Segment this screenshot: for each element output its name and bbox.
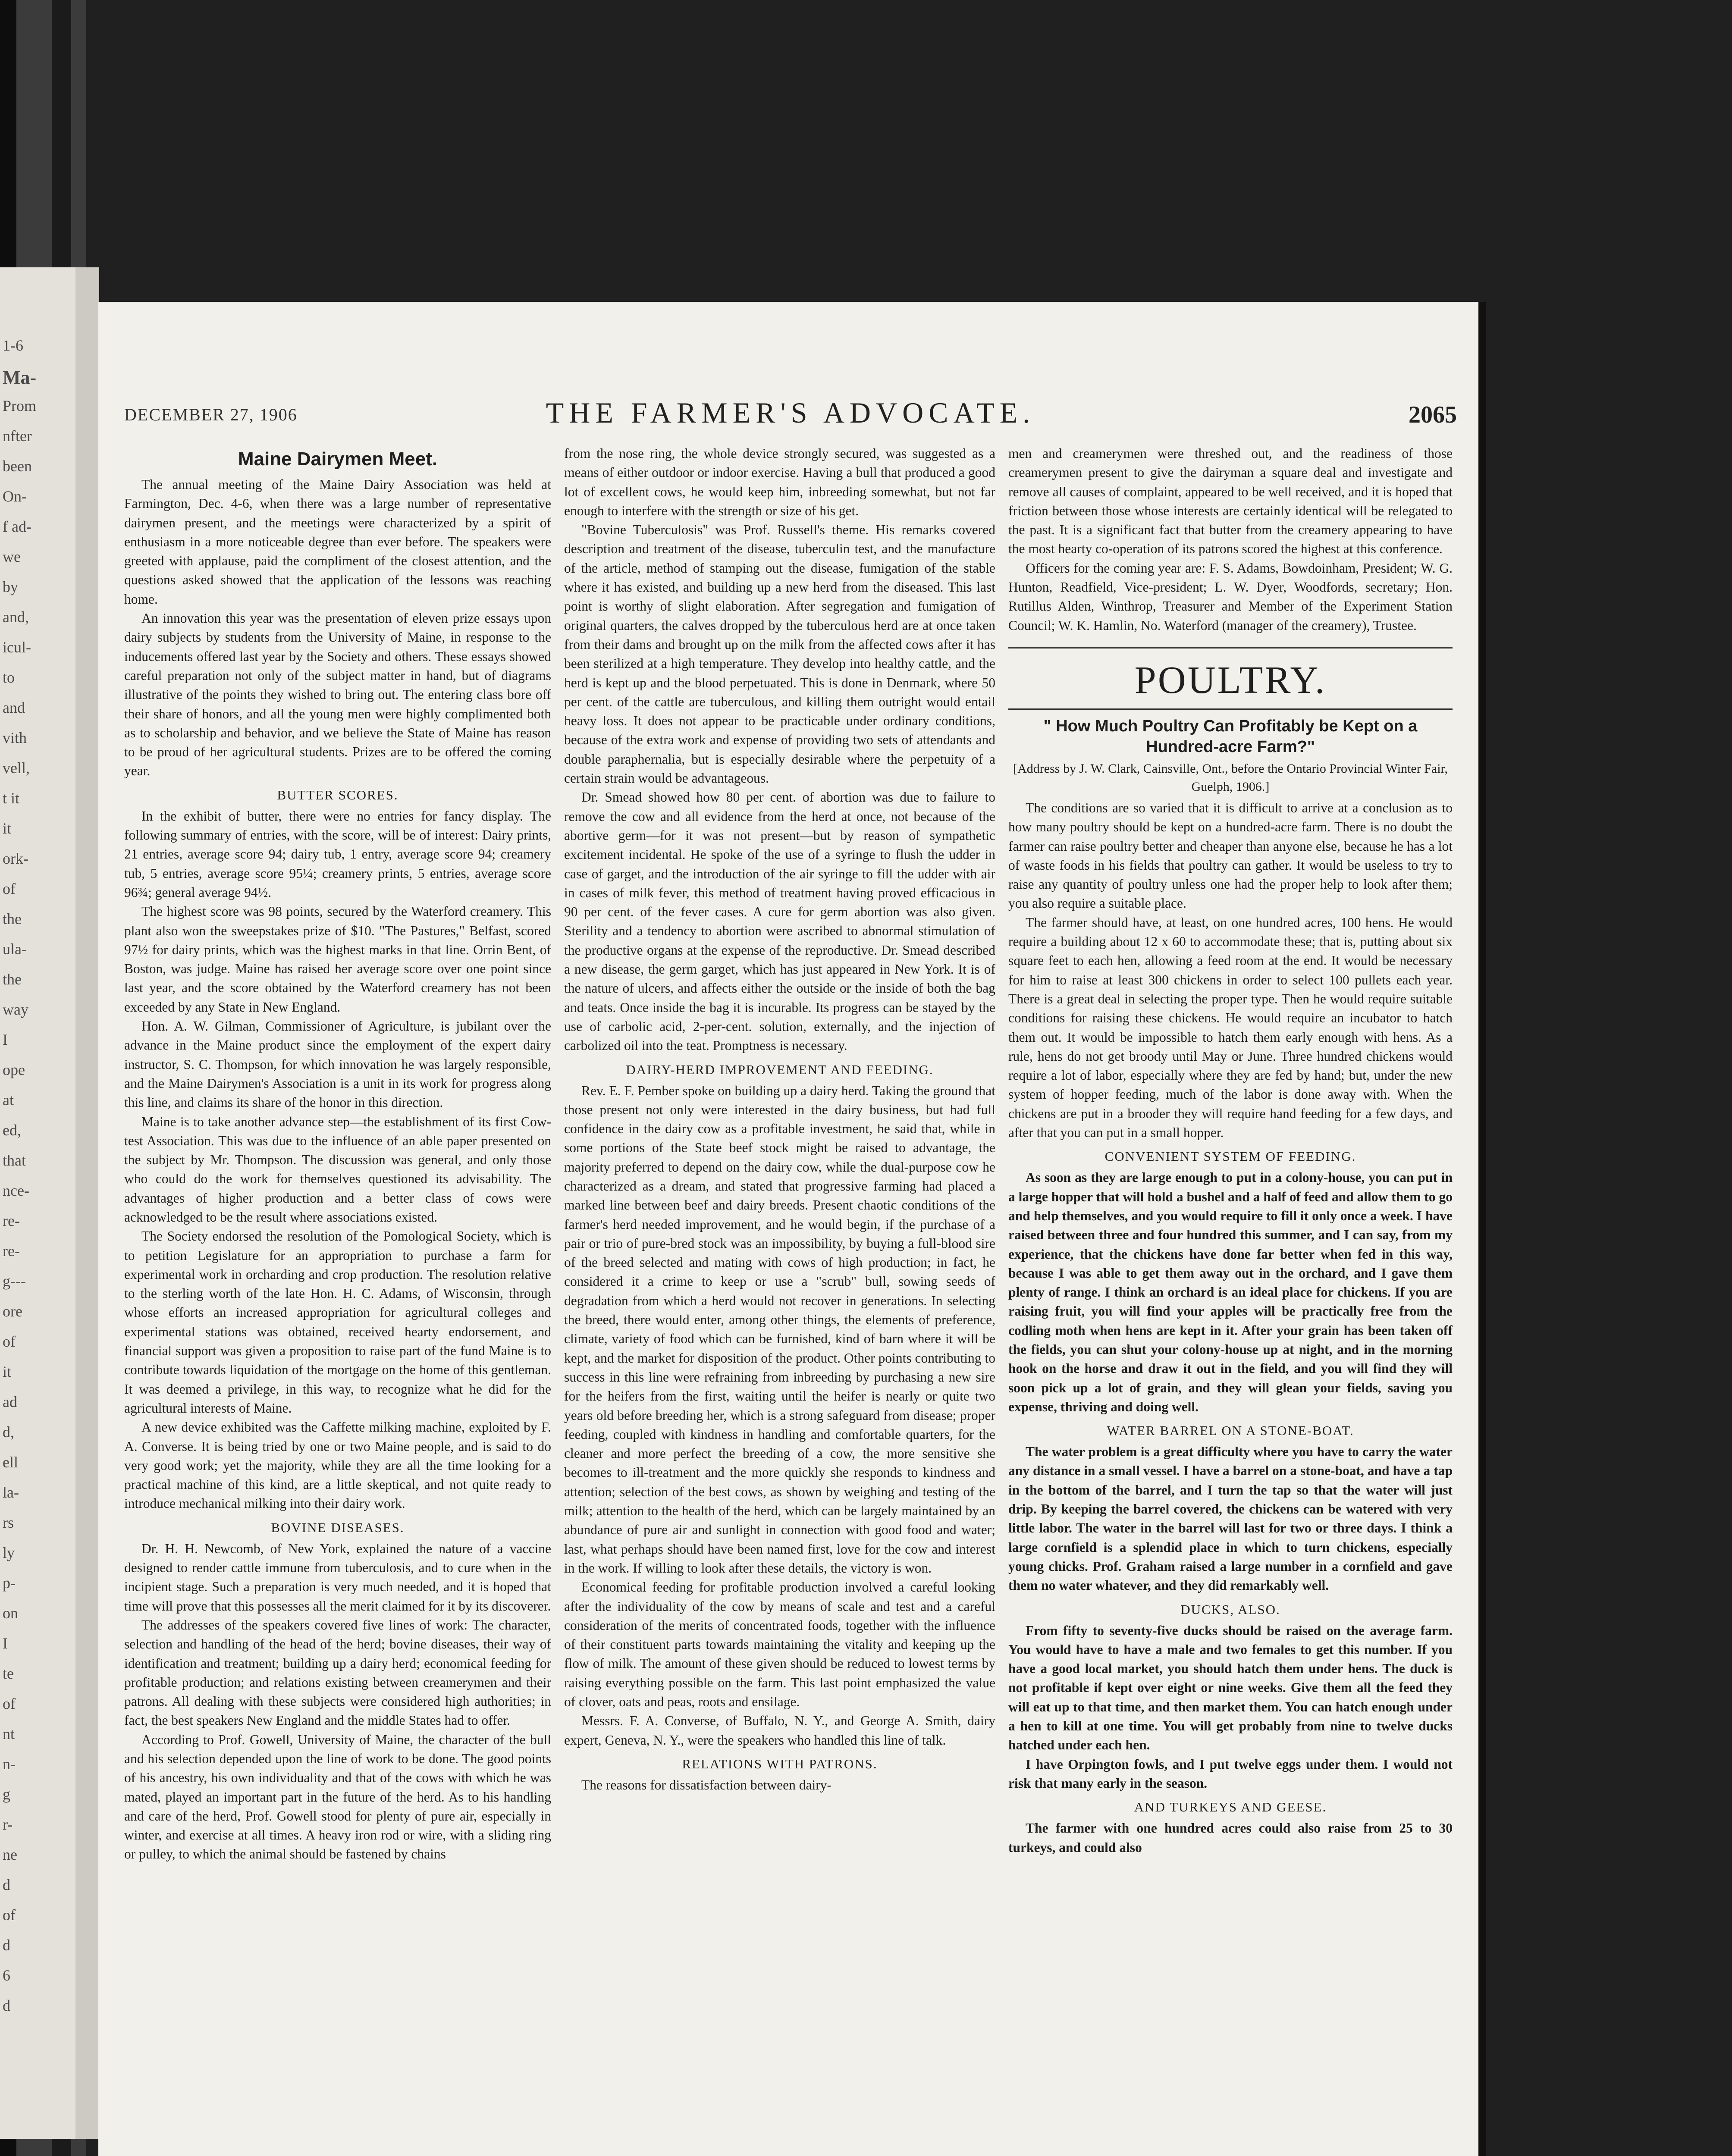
paragraph: A new device exhibited was the Caffette milking machine, exploited by F. A. Converse. It is being tried by one or two Maine people, and is said to do very good work; yet the majority, while they are all the time looking for a practical machine of this kind, are a little skeptical, and not quite ready to introduce mechanical milking into their dairy work.: [124, 1420, 551, 1511]
facing-page-text: d,: [3, 1423, 14, 1441]
facing-page-fragment: [0, 267, 77, 2139]
facing-page-text: it: [3, 1363, 12, 1380]
facing-page-text: at: [3, 1091, 14, 1109]
paragraph: The farmer should have, at least, on one hundred acres, 100 hens. He would require a building about 12 x 60 to accommodate these; that is, putting about six square feet to each hen, allowing a feed room at the end. It would be necessary for him to raise at least 300 chickens in order to select 100 pullets each year. There is a great deal in selecting the proper type. Then he would require suitable conditions for raising these chickens. He would require an incubator to hatch them out. It would be impossible to hatch them early enough with hens. As a rule, hens do not get broody until May or June. Three hundred chickens would require a lot of labor, especially where they are fed by hand; but, under the new system of hopper feeding, much of the labor is done away with. When the chickens are put in a brooder they will require hand feeding for a few days, and after that you can put in a small hopper.: [1008, 915, 1453, 1141]
facing-page-text: the: [3, 971, 22, 988]
facing-page-text: la-: [3, 1484, 19, 1501]
paragraph: The conditions are so varied that it is difficult to arrive at a conclusion as to how many poultry should be kept on a hundred-acre farm. There is no doubt the farmer can raise poultry better and cheaper than anyone else, because he has a lot of waste foods in his fields that poultry can gather. It would be useless to try to raise any quantity of poultry unless one had the proper help to look after them; you also require a suitable place.: [1008, 800, 1453, 911]
paragraph: An innovation this year was the presentation of eleven prize essays upon dairy subjects by students from the University of Maine, in response to the inducements offered last year by the Society and others. These essays showed careful preparation not only of the subject matter in hand, but of diagrams illustrative of the points they wished to bring out. The entering class bore off their share of honors, and all the young men were highly complimented both as to scholarship and behavior, and we believe the State of Maine has reason to be proud of her agricultural students. Prizes are to be offered the coming year.: [124, 611, 551, 779]
paragraph: from the nose ring, the whole device strongly secured, was suggested as a means of either outdoor or indoor exercise. Having a bull that produced a good lot of excellent cows, he would keep him, inbreeding somewhat, but not far enough to interfere with the strength or size of his get.: [564, 446, 995, 518]
facing-page-text: vell,: [3, 759, 30, 777]
facing-page-text: of: [3, 1906, 16, 1924]
facing-page-text: re-: [3, 1212, 20, 1229]
newspaper-page: [98, 302, 1478, 2156]
issue-date: DECEMBER 27, 1906: [124, 405, 298, 424]
facing-page-text: been: [3, 458, 32, 475]
facing-page-text: g---: [3, 1272, 26, 1290]
article-title: Maine Dairymen Meet.: [238, 448, 438, 470]
section-heading: BUTTER SCORES.: [277, 787, 398, 802]
column-3: [1008, 444, 1453, 2048]
facing-page-text: r-: [3, 1816, 13, 1833]
facing-page-text: vith: [3, 729, 27, 746]
masthead: THE FARMER'S ADVOCATE.: [546, 396, 1035, 429]
facing-page-text: n-: [3, 1755, 16, 1773]
facing-page-text: Ma-: [3, 367, 37, 388]
facing-page-text: ed,: [3, 1122, 21, 1139]
article-title: " How Much Poultry Can Profitably be Kept on a Hundred-acre Farm?": [1043, 717, 1418, 756]
section-heading: AND TURKEYS AND GEESE.: [1134, 1799, 1327, 1815]
facing-page-text: ad: [3, 1393, 17, 1410]
column-2: [564, 444, 995, 2156]
facing-page-text: of: [3, 1333, 16, 1350]
facing-page-text: the: [3, 910, 22, 928]
paragraph: Hon. A. W. Gilman, Commissioner of Agriculture, is jubilant over the advance in the Maine product since the employment of the expert dairy instructor, S. C. Thompson, for which innovation he was largely responsible, and the Maine Dairymen's Association is a unit in its work for progress along this line, and claims its share of the honor in this direction.: [124, 1018, 551, 1110]
paragraph: Dr. Smead showed how 80 per cent. of abortion was due to failure to remove the cow and all evidence from the herd at once, not because of the abortive germ—for it was not present—but by reason of sympathetic excitement incidental. He spoke of the use of a syringe to flush the udder in case of garget, and the introduction of the air syringe to fill the udder with air in cases of milk fever, this method of treatment having proved efficacious in 90 per cent. of the fever cases. A cure for germ abortion was also given. Sterility and a tendency to abortion were ascribed to abnormal stimulation of the productive organs at the expense of the reproductive. Dr. Smead described a new disease, the germ garget, which has just appeared in New York. It is of the nature of ulcers, and affects either the outside or the inside of both the bag and teats. Once inside the bag it is incurable. Its progress can be stayed by the use of carbolic acid, 2-per-cent. solution, externally, and the injection of carbolized oil into the teat. Promptness is necessary.: [564, 790, 995, 1053]
facing-page-text: it: [3, 820, 12, 837]
paragraph: I have Orpington fowls, and I put twelve eggs under them. I would not risk that many early in the season.: [1008, 1756, 1453, 1791]
section-heading: CONVENIENT SYSTEM OF FEEDING.: [1104, 1149, 1356, 1164]
facing-page-text: ly: [3, 1544, 15, 1561]
divider: [1008, 647, 1453, 649]
facing-page-text: d: [3, 1937, 10, 1954]
facing-page-text: re-: [3, 1242, 20, 1260]
paragraph: men and creamerymen were threshed out, and the readiness of those creamerymen present to give the dairyman a square deal and investigate and remove all causes of complaint, appeared to be well received, and it is hoped that friction between those whose interests are certainly identical will be relegated to the past. It is a significant fact that butter from the creamery appearing to have the most hearty co-operation of its patrons scored the highest at this conference.: [1008, 446, 1453, 557]
facing-page-text: t it: [3, 790, 20, 807]
facing-page-text: ula-: [3, 940, 27, 958]
facing-page-text: f ad-: [3, 518, 31, 535]
paragraph: According to Prof. Gowell, University of Maine, the character of the bull and his selection depended upon the line of work to be done. The good points of his ancestry, his own individuality and that of the cows with which he was mated, played an important part in the future of the herd. As to his handling and care of the herd, Prof. Gowell stood for plenty of pure air, especially in winter, and exercise at all times. A heavy iron rod or wire, with a sliding ring or pulley, to which the animal should be fastened by chains: [124, 1732, 551, 1862]
paragraph: Messrs. F. A. Converse, of Buffalo, N. Y., and George A. Smith, dairy expert, Geneva, N. Y., were the speakers who handled this line of talk.: [564, 1713, 995, 1748]
divider: [1008, 708, 1453, 710]
facing-page-text: of: [3, 1695, 16, 1712]
page-header: [124, 392, 1457, 444]
facing-page-text: p-: [3, 1574, 16, 1592]
paragraph: "Bovine Tuberculosis" was Prof. Russell's theme. His remarks covered description and treatment of the disease, tuberculin test, and the manufacture of the article, method of stamping out the disease, fumigation of the stable where it has existed, and building up a new herd from the diseased. This last point is worthy of slight elaboration. After segregation and fumigation of original quarters, the calves dropped by the tuberculous herd are at once taken from their dams and brought up on the milk from the affected cows after it has been sterilized at a high temperature. They develop into healthy cattle, and the herd is kept up and the blood perpetuated. This is done in Denmark, where 50 per cent. of the cattle are tuberculous, and killing them outright would entail heavy loss. It does not appear to be practicable under ordinary conditions, because of the extra work and expense of providing two sets of attendants and double paraphernalia, but is especially desirable where the perpetuity of a certain strain would be advantageous.: [564, 522, 995, 786]
facing-page-text: g: [3, 1786, 10, 1803]
facing-page-text: d: [3, 1876, 10, 1893]
facing-page-text: nfter: [3, 427, 32, 445]
department-heading: POULTRY.: [1134, 658, 1327, 702]
facing-page-text: and,: [3, 608, 29, 626]
facing-page-text: te: [3, 1665, 14, 1682]
facing-page-text: ork-: [3, 850, 28, 867]
facing-page-text: ne: [3, 1846, 17, 1863]
section-heading: RELATIONS WITH PATRONS.: [682, 1756, 878, 1771]
section-heading: BOVINE DISEASES.: [271, 1520, 405, 1535]
paragraph: Officers for the coming year are: F. S. Adams, Bowdoinham, President; W. G. Hunton, Readfield, Vice-president; L. W. Dyer, Woodfords, secretary; Hon. Rutillus Alden, Winthrop, Treasurer and Member of the Experiment Station Council; W. K. Hamlin, No. Waterford (manager of the creamery), Trustee.: [1008, 560, 1453, 633]
facing-page-text: nt: [3, 1725, 15, 1742]
facing-page-text: of: [3, 880, 16, 897]
paragraph: Dr. H. H. Newcomb, of New York, explained the nature of a vaccine designed to render cattle immune from tuberculosis, and to cure when in the incipient stage. Such a preparation is very much needed, and it is hoped that time will prove that this possesses all the merit claimed for it by its discoverer.: [124, 1541, 551, 1614]
paragraph: Economical feeding for profitable production involved a careful looking after the individuality of the cow by means of scale and test and a careful consideration of the merits of concentrated foods, together with the influence of their constituent parts towards maintaining the vitality and keeping up the flow of milk. The amount of these given should be reduced to lowest terms by raising everything possible on the farm. This last point emphasized the value of clover, oats and peas, roots and ensilage.: [564, 1579, 995, 1709]
paragraph: The reasons for dissatisfaction between dairy-: [581, 1777, 831, 1792]
paragraph: Maine is to take another advance step—the establishment of its first Cow-test Association. This was due to the influence of an able paper presented on the subject by Mr. Thompson. The discussion was general, and only those who could do the work for themselves questioned its advisability. The advantages of higher production and a better class of cows were acknowledged to be the result where associations existed.: [124, 1114, 551, 1225]
facing-page-text: I: [3, 1635, 8, 1652]
paragraph: The farmer with one hundred acres could also raise from 25 to 30 turkeys, and could also: [1008, 1821, 1453, 1855]
facing-page-text: that: [3, 1152, 26, 1169]
page-gutter: [75, 267, 99, 2139]
column-1: [124, 444, 551, 2156]
facing-page-text: 6: [3, 1967, 10, 1984]
facing-page-text: we: [3, 548, 21, 565]
section-heading: DUCKS, ALSO.: [1180, 1601, 1280, 1617]
facing-page-text: icul-: [3, 639, 31, 656]
facing-page-text: Prom: [3, 397, 37, 414]
facing-page-text: 1-6: [3, 337, 23, 354]
facing-page-text: and: [3, 699, 25, 716]
paragraph: The water problem is a great difficulty where you have to carry the water any distance in a small vessel. I have a barrel on a stone-boat, and have a tap in the bottom of the barrel, and I turn the tap so that the water will just drip. By keeping the barrel covered, the chickens can be watered with very little labor. The water in the barrel will last for two or three days. I think a large cornfield is a splendid place in which to turn chickens, especially young chicks. Prof. Graham raised a large number in a cornfield and gave them no water whatever, and they did remarkably well.: [1008, 1444, 1453, 1593]
paragraph: As soon as they are large enough to put in a colony-house, you can put in a large hopper that will hold a bushel and a half of feed and allow them to go and help themselves, and you would require to fill it only once a week. I have raised between three and four hundred this summer, and I can say, from my experience, that the chickens have done far better when fed in this way, because I was able to get them away out in the orchard, and I gave them plenty of range. I think an orchard is an ideal place for chickens. If you are raising fruit, you will find your apples will be practically free from the codling moth when hens are kept in it. After your grain has been taken off the fields, you can shut your colony-house up at night, and in the morning hook on the horse and draw it out in the field, and you will find they will soon pick up a lot of grain, and they will glean your fields, saving you expense, thriving and doing well.: [1008, 1170, 1453, 1414]
section-heading: DAIRY-HERD IMPROVEMENT AND FEEDING.: [626, 1062, 934, 1077]
paragraph: The annual meeting of the Maine Dairy Association was held at Farmington, Dec. 4-6, when there was a large number of representative dairymen present, and the meetings were characterized by a spirit of enthusiasm in a more noticeable degree than ever before. The speakers were greeted with applause, paid the compliment of the closest attention, and the questions asked showed that the application of the lessons was reaching home.: [124, 477, 551, 607]
paragraph: In the exhibit of butter, there were no entries for fancy display. The following summary of entries, with the score, will be of interest: Dairy prints, 21 entries, average score 94; dairy tub, 1 entry, average score 94; creamery tub, 5 entries, average score 95¼; creamery prints, 5 entries, average score 96¾; general average 94½.: [124, 808, 551, 900]
section-heading: WATER BARREL ON A STONE-BOAT.: [1107, 1423, 1354, 1438]
facing-page-text: by: [3, 578, 18, 595]
facing-page-text: ore: [3, 1303, 22, 1320]
facing-page-text: rs: [3, 1514, 14, 1531]
paragraph: Rev. E. F. Pember spoke on building up a dairy herd. Taking the ground that those present not only were interested in the dairy business, but had full confidence in the dairy cow as a profitable investment, he said that, while in some portions of the State beef stock might be raised to advantage, the majority preferred to depend on the dairy cow, while the dual-purpose cow he characterized as a dream, and stated that progressive farming had placed a marked line between beef and dairy breeds. Present chaotic conditions of the farmer's herd needed improvement, and he would begin, if the purchase of a pair or trio of pure-bred stock was an impossibility, by buying a full-blood sire of the breed selected and mating with cows of high production; in fact, he considered it a crime to keep or use a "scrub" bull, sowing seeds of degradation from which a herd would not recover in generations. In selecting the breed, there would enter, among other things, the elements of preference, climate, variety of food which can be furnished, kind of barn where it will be kept, and the market for disposition of the product. Other points contributing to success in this line were refraining from inbreeding by purchasing a new sire for the heifers from the first, waiting until the heifer is nearly or quite two years old before breeding her, which is a strong safeguard from disease; proper feeding, coupled with kindness in handling and comfortable quarters, for the cleaner and more perfect the breeding of a cow, the more sensitive she becomes to ill-treatment and the more quickly she responds to kindness and attention; selection of the best cows, as shown by weighing and testing of the milk; attention to the health of the herd, which can be largely maintained by an abundance of pure air and sunlight in connection with good food and water; last, what perhaps should have been named first, love for the cow and interest in the work. If willing to look after these details, the victory is won.: [564, 1083, 995, 1576]
facing-page-text: nce-: [3, 1182, 29, 1199]
facing-page-text: d: [3, 1997, 10, 2014]
page-number: 2065: [1409, 401, 1457, 428]
facing-page-text: on: [3, 1604, 18, 1622]
facing-page-text: way: [3, 1001, 28, 1018]
facing-page-text: I: [3, 1031, 8, 1048]
paragraph: From fifty to seventy-five ducks should be raised on the average farm. You would have to have a male and two females to get this number. If you have a good local market, you should hatch them under hens. The duck is not profitable if kept over eight or nine weeks. Give them all the feed they will eat up to that time, and then market them. You can hatch enough under a hen to kill at one time. You will get probably from nine to twelve ducks hatched under each hen.: [1008, 1623, 1453, 1753]
byline: [Address by J. W. Clark, Cainsville, Ont., before the Ontario Provincial Winter Fair, Guelph, 1906.]: [1013, 761, 1448, 794]
facing-page-text: ope: [3, 1061, 25, 1078]
facing-page-text: ell: [3, 1454, 18, 1471]
facing-page-text: On-: [3, 488, 27, 505]
paragraph: The addresses of the speakers covered five lines of work: The character, selection and handling of the head of the herd; bovine diseases, their way of identification and treatment; building up a dairy herd; economical feeding for profitable production; and relations existing between creamerymen and their patrons. All dealing with these subjects were considered high authorities; in fact, the best speakers New England and the middle States had to offer.: [124, 1617, 551, 1728]
paragraph: The Society endorsed the resolution of the Pomological Society, which is to petition Legislature for an appropriation to purchase a farm for experimental work in orcharding and crop production. The resolution relative to the sterling worth of the late Hon. H. C. Adams, of Wisconsin, through whose efforts an increased appropriation for agricultural colleges and experimental stations was obtained, received hearty endorsement, and financial support was given a proposition to raise part of the fund Maine is to contribute towards liquidation of the mortgage on the home of this gentleman. It was deemed a privilege, in this way, to recognize what he did for the agricultural interests of Maine.: [124, 1228, 551, 1416]
binding-edge: [1479, 302, 1486, 2156]
facing-page-text: to: [3, 669, 15, 686]
paragraph: The highest score was 98 points, secured by the Waterford creamery. This plant also won the sweepstakes prize of $10. "The Pastures," Belfast, scored 97½ for dairy prints, which was the highest marks in that line. Orrin Bent, of Boston, was judge. Maine has raised her average score over one point since last year, and the score obtained by the Waterford creamery has not been exceeded by any State in New England.: [124, 904, 551, 1015]
